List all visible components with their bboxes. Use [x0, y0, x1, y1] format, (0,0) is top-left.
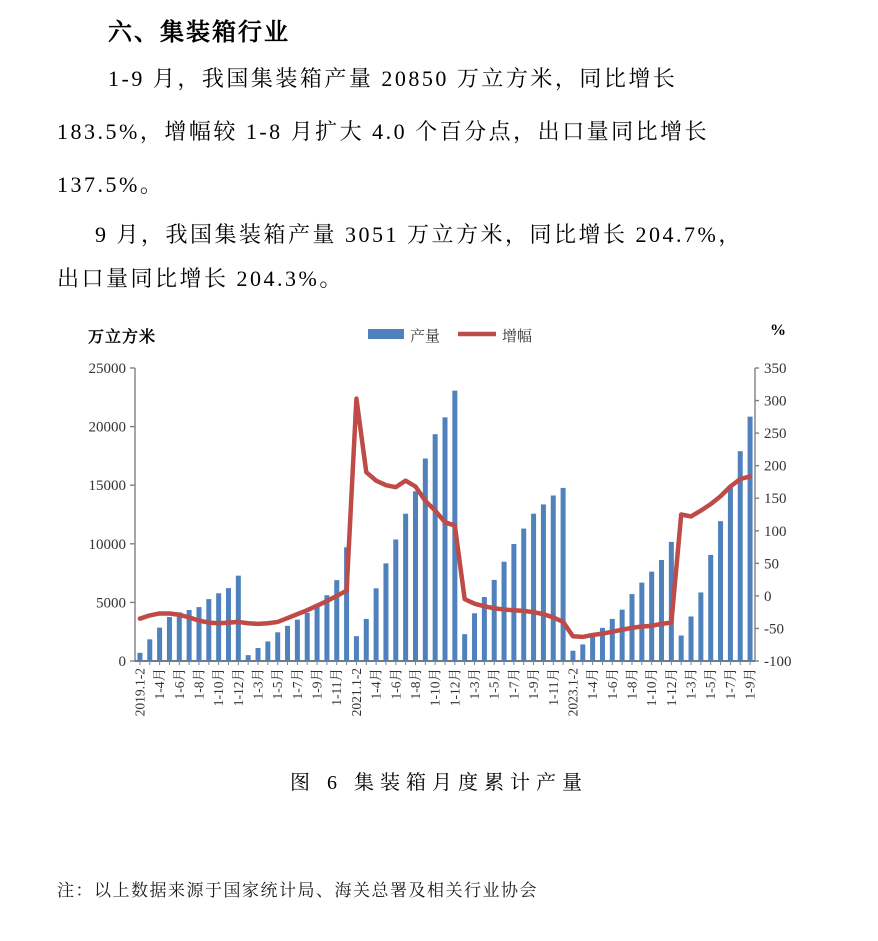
production-bar: [610, 619, 615, 661]
production-bar: [511, 544, 516, 661]
x-axis-tick-label: 1-8月: [408, 668, 423, 700]
section-title: 六、集装箱行业: [108, 20, 290, 46]
left-axis-tick-label: 15000: [88, 478, 126, 495]
production-bar: [413, 491, 418, 661]
left-axis-tick-label: 10000: [88, 536, 126, 553]
legend-line-label: 增幅: [502, 329, 533, 345]
production-bar: [167, 617, 172, 661]
production-bar: [492, 580, 497, 661]
production-bar: [315, 604, 320, 661]
paragraph-2-line-2: 出口量同比增长 204.3%。: [57, 266, 344, 291]
production-bar: [157, 628, 162, 661]
production-bar: [462, 634, 467, 661]
production-bar: [433, 434, 438, 661]
right-axis-tick-label: -50: [764, 621, 784, 638]
right-axis-tick-label: -100: [764, 654, 792, 670]
x-axis-tick-label: 2019.1-2: [132, 668, 148, 717]
right-axis-unit-label: %: [770, 322, 786, 339]
production-bar: [334, 580, 339, 661]
production-bar: [748, 417, 753, 661]
x-axis-tick-label: 1-9月: [309, 668, 325, 700]
x-axis-tick-label: 1-8月: [624, 668, 640, 700]
production-bar: [393, 539, 398, 661]
production-bar: [364, 619, 369, 661]
left-axis-unit-label: 万立方米: [88, 329, 157, 346]
legend-bar-label: 产量: [410, 329, 441, 345]
production-bar: [659, 560, 664, 661]
left-axis-tick-label: 0: [118, 654, 126, 670]
production-bar: [551, 496, 556, 661]
production-bar: [275, 632, 280, 661]
x-axis-tick-label: 1-5月: [486, 668, 502, 700]
production-bar: [698, 592, 703, 661]
right-axis-tick-label: 50: [764, 556, 779, 573]
production-bar: [639, 583, 644, 661]
production-bar: [728, 488, 733, 661]
production-bar: [354, 636, 359, 661]
x-axis-tick-label: 1-8月: [191, 668, 207, 700]
production-bar: [324, 595, 329, 661]
production-bar: [177, 612, 182, 661]
production-bar: [403, 514, 408, 661]
production-bar: [256, 648, 261, 661]
production-bar: [265, 641, 270, 661]
production-bar: [649, 572, 654, 661]
production-bar: [580, 644, 585, 661]
production-bar: [285, 626, 290, 661]
x-axis-tick-label: 1-4月: [585, 668, 601, 700]
production-bar: [196, 607, 201, 661]
x-axis-tick-label: 1-7月: [722, 668, 738, 700]
production-bar: [708, 555, 713, 661]
x-axis-tick-label: 1-7月: [289, 668, 305, 700]
source-note: 注：以上数据来源于国家统计局、海关总署及相关行业协会: [57, 881, 538, 900]
production-bar: [679, 636, 684, 661]
x-axis-tick-label: 1-5月: [270, 668, 286, 700]
paragraph-1-line-3: 137.5%。: [57, 172, 165, 197]
x-axis-tick-label: 1-10月: [211, 668, 227, 707]
right-axis-tick-label: 350: [764, 361, 787, 377]
x-axis-tick-label: 2023.1-2: [565, 668, 581, 717]
production-bar: [541, 504, 546, 661]
x-axis-tick-label: 1-7月: [506, 668, 522, 700]
x-axis-tick-label: 1-3月: [683, 668, 699, 700]
left-axis-tick-label: 25000: [88, 361, 126, 377]
production-bar: [590, 637, 595, 661]
production-bar: [206, 599, 211, 661]
x-axis-tick-label: 1-3月: [467, 668, 482, 700]
figure-chart: [0, 315, 878, 765]
production-bar: [472, 613, 477, 661]
x-axis-tick-label: 1-11月: [545, 668, 561, 706]
x-axis-tick-label: 1-9月: [526, 668, 542, 700]
production-bar: [137, 653, 142, 661]
x-axis-tick-label: 1-11月: [329, 668, 345, 706]
production-bar: [443, 417, 448, 661]
right-axis-tick-label: 0: [764, 588, 772, 605]
x-axis-tick-label: 1-3月: [250, 668, 266, 700]
production-bar: [531, 514, 536, 661]
paragraph-2-line-1: 9 月，我国集装箱产量 3051 万立方米，同比增长 204.7%，: [95, 222, 743, 247]
production-bar: [236, 576, 241, 661]
legend-bar-swatch: [368, 329, 404, 339]
x-axis-tick-label: 1-6月: [388, 668, 404, 700]
production-bar: [246, 655, 251, 661]
left-axis-tick-label: 20000: [88, 419, 126, 436]
x-axis-tick-label: 1-9月: [742, 668, 758, 700]
right-axis-tick-label: 250: [764, 426, 787, 443]
x-axis-tick-label: 1-4月: [152, 668, 168, 700]
production-bar: [689, 616, 694, 661]
right-axis-tick-label: 200: [764, 458, 787, 475]
right-axis-tick-label: 300: [764, 393, 787, 410]
production-bar: [521, 529, 526, 661]
figure-caption: 图 6 集装箱月度累计产量: [290, 772, 588, 794]
production-bar: [216, 593, 221, 661]
x-axis-tick-label: 1-10月: [644, 668, 660, 707]
production-bar: [423, 458, 428, 661]
paragraph-1-line-1: 1-9 月，我国集装箱产量 20850 万立方米，同比增长: [108, 66, 678, 91]
production-bar: [147, 639, 152, 661]
production-bar: [305, 613, 310, 661]
x-axis-tick-label: 1-4月: [368, 668, 384, 700]
x-axis-tick-label: 1-6月: [171, 668, 187, 700]
production-bar: [718, 521, 723, 661]
x-axis-tick-label: 1-12月: [230, 668, 246, 707]
production-bar: [620, 610, 625, 661]
x-axis-tick-label: 1-12月: [663, 668, 679, 707]
right-axis-tick-label: 150: [764, 491, 787, 508]
production-bar: [570, 651, 575, 661]
x-axis-tick-label: 1-12月: [447, 668, 463, 707]
left-axis-tick-label: 5000: [96, 595, 126, 612]
x-axis-tick-label: 1-6月: [604, 668, 620, 700]
production-bar: [295, 620, 300, 661]
production-bar: [383, 563, 388, 661]
x-axis-tick-label: 1-10月: [427, 668, 443, 707]
production-bar: [374, 588, 379, 661]
paragraph-1-line-2: 183.5%，增幅较 1-8 月扩大 4.0 个百分点，出口量同比增长: [57, 119, 710, 144]
x-axis-tick-label: 1-5月: [703, 668, 719, 700]
production-bar: [561, 488, 566, 661]
right-axis-tick-label: 100: [764, 523, 787, 540]
x-axis-tick-label: 2021.1-2: [348, 668, 364, 717]
